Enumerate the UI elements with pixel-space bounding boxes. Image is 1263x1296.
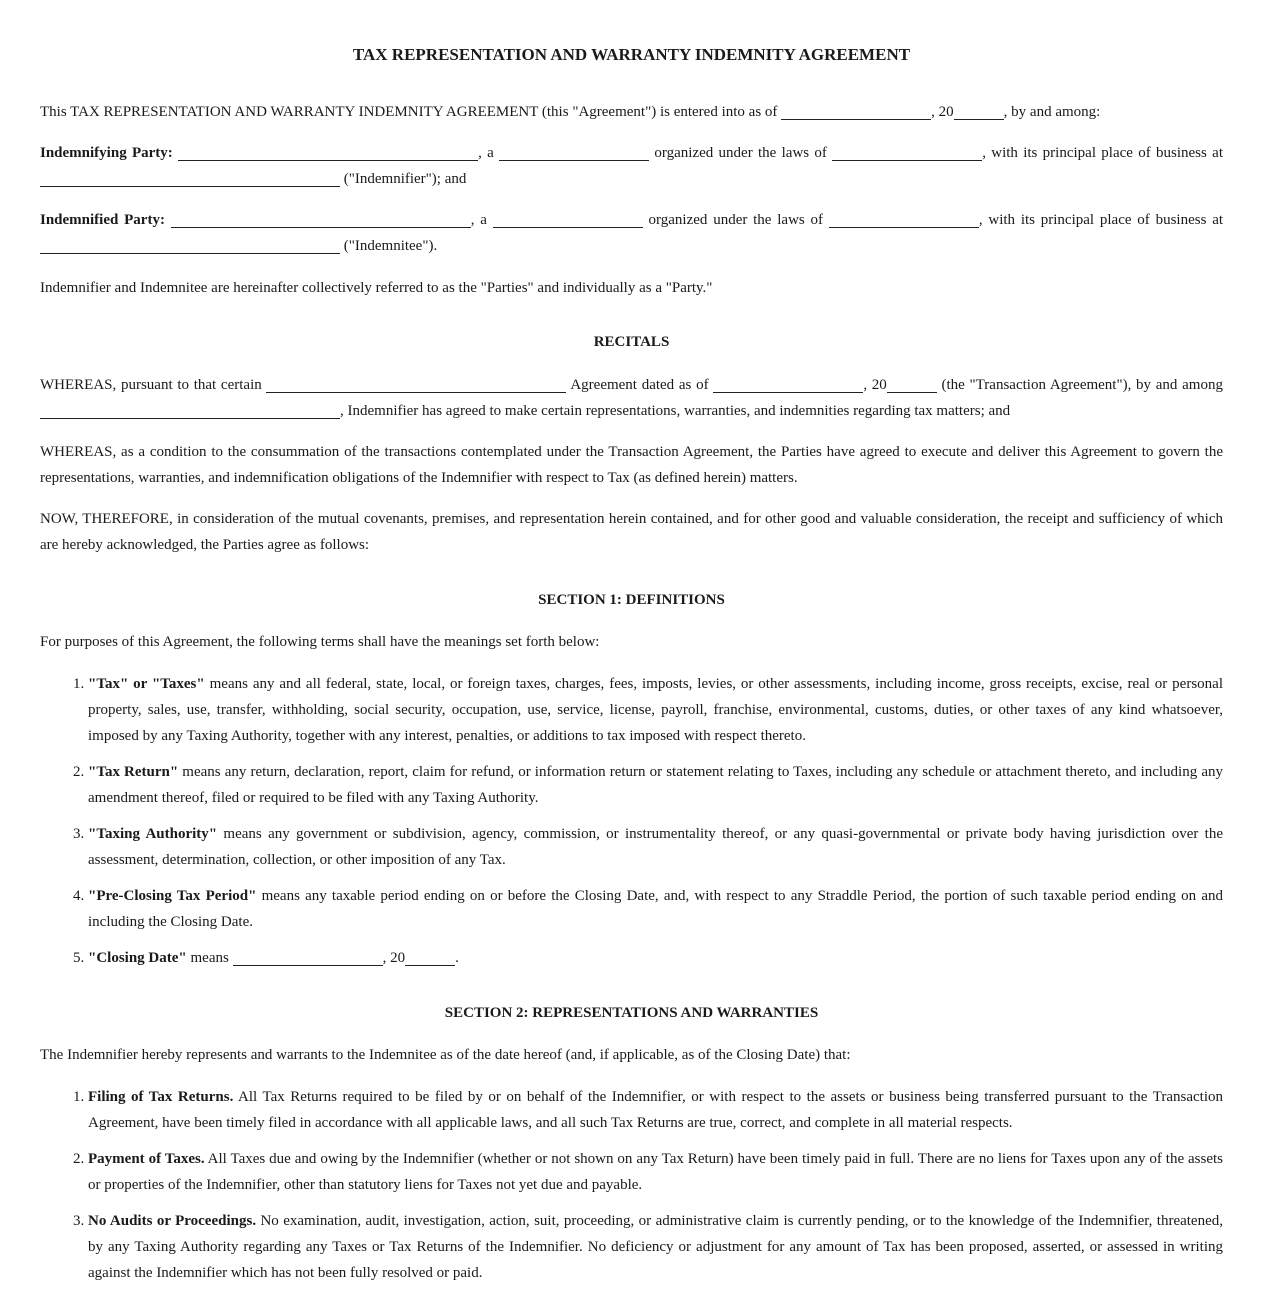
whereas1-text-a: WHEREAS, pursuant to that certain (40, 377, 262, 393)
representation-text: All Taxes due and owing by the Indemnifier (whether or not shown on any Tax Return) have been timely paid in full. There are no liens for Taxes upon any of the assets or properties of the Indemnifier, other than statutory liens for Taxes not yet due and payable. (88, 1151, 1224, 1193)
section2-intro: The Indemnifier hereby represents and warrants to the Indemnitee as of the date hereof (and, if applicable, as of the Closing Date) that: (40, 1047, 851, 1063)
transaction-parties-blank[interactable] (40, 402, 340, 419)
definition-text: means any government or subdivision, agency, commission, or instrumentality thereof, or any quasi-governmental or private body having jurisdiction over the assessment, determination, collection, or other imposition of any Tax. (88, 826, 1223, 868)
now-therefore-paragraph: NOW, THEREFORE, in consideration of the mutual covenants, premises, and representation herein contained, and for other good and valuable consideration, the receipt and sufficiency of which are hereby acknowledged, the Parties agree as follows: (40, 511, 1223, 553)
indemnifying-a-text: , a (478, 145, 494, 161)
whereas-paragraph-1 (40, 372, 1223, 424)
indemnifying-jurisdiction-blank[interactable] (832, 144, 982, 161)
definition-text: means (186, 950, 229, 966)
indemnified-party-label: Indemnified Party: (40, 212, 165, 228)
representation-text: No examination, audit, investigation, action, suit, proceeding, or administrative claim is currently pending, or to the knowledge of the Indemnifier, threatened, by any Taxing Authority regarding any Taxes or Tax Returns of the Indemnifier. No deficiency or adjustment for any amount of Tax has been proposed, asserted, or assessed in writing against the Indemnifier which has not been fully resolved or paid. (88, 1213, 1223, 1281)
indemnifying-entity-type-blank[interactable] (499, 144, 649, 161)
definition-pre-closing-tax-period (88, 883, 1223, 935)
definition-term: "Tax" or "Taxes" (88, 676, 205, 692)
whereas1-year-prefix: , 20 (863, 377, 887, 393)
indemnified-entity-type-blank[interactable] (493, 211, 643, 228)
intro-paragraph (40, 99, 1223, 125)
indemnifying-party-label: Indemnifying Party: (40, 145, 173, 161)
closing-year-blank[interactable] (405, 949, 455, 966)
definition-taxing-authority (88, 821, 1223, 873)
representation-term: Filing of Tax Returns. (88, 1089, 234, 1105)
whereas1-text-c: (the "Transaction Agreement"), by and among (941, 377, 1223, 393)
indemnified-party-name-blank[interactable] (171, 211, 471, 228)
indemnified-jurisdiction-blank[interactable] (829, 211, 979, 228)
representations-list (40, 1084, 1223, 1286)
indemnified-a-text: , a (470, 212, 487, 228)
closing-date-blank[interactable] (233, 949, 383, 966)
definition-term: "Pre-Closing Tax Period" (88, 888, 257, 904)
representation-text: All Tax Returns required to be filed by or on behalf of the Indemnifier, or with respect to the assets or business being transferred pursuant to the Transaction Agreement, have been timely filed in accordance with all applicable laws, and all such Tax Returns are true, correct, and complete in all material respects. (88, 1089, 1223, 1131)
definition-tax-return (88, 759, 1223, 811)
transaction-agreement-date-blank[interactable] (713, 376, 863, 393)
representation-no-audits (88, 1208, 1223, 1286)
whereas-paragraph-2: WHEREAS, as a condition to the consummation of the transactions contemplated under the Transaction Agreement, the Parties have agreed to execute and deliver this Agreement to govern the representations, warranties, and indemnification obligations of the Indemnifier with respect to Tax (as defined herein) matters. (40, 444, 1223, 486)
definition-term: "Tax Return" (88, 764, 179, 780)
indemnifying-party-paragraph (40, 140, 1223, 192)
indemnifying-address-blank[interactable] (40, 170, 340, 187)
recitals-heading: RECITALS (593, 334, 670, 350)
indemnified-principal-text: , with its principal place of business (978, 212, 1207, 228)
section1-intro: For purposes of this Agreement, the following terms shall have the meanings set forth below: (40, 634, 600, 650)
intro-year-prefix: , 20 (931, 104, 954, 120)
agreement-year-blank[interactable] (954, 103, 1004, 120)
transaction-agreement-name-blank[interactable] (266, 376, 566, 393)
definition-text: means any taxable period ending on or before the Closing Date, and, with respect to any Straddle Period, the portion of such taxable period ending on and including the Closing Date. (88, 888, 1223, 930)
definition-closing-date (88, 945, 1223, 971)
representation-payment (88, 1146, 1223, 1198)
indemnified-organized-text: organized under the laws of (648, 212, 824, 228)
definition-term: "Closing Date" (88, 950, 187, 966)
indemnifying-at-text: at (1212, 145, 1223, 161)
intro-by-and-among: , by and among: (1003, 104, 1101, 120)
indemnified-party-paragraph (40, 207, 1223, 259)
indemnifier-role-text: ("Indemnifier"); and (343, 171, 467, 187)
document-title: TAX REPRESENTATION AND WARRANTY INDEMNITY AGREEMENT (352, 45, 911, 64)
indemnitee-role-text: ("Indemnitee"). (343, 238, 438, 254)
section2-heading: SECTION 2: REPRESENTATIONS AND WARRANTIES (444, 1005, 819, 1021)
collective-definition-paragraph: Indemnifier and Indemnitee are hereinafter collectively referred to as the "Parties" and individually as a "Party." (40, 280, 713, 296)
representation-filing (88, 1084, 1223, 1136)
definition-tax (88, 671, 1223, 749)
representation-term: No Audits or Proceedings. (88, 1213, 257, 1229)
definition-term: "Taxing Authority" (88, 826, 218, 842)
indemnifying-party-name-blank[interactable] (178, 144, 478, 161)
intro-text: This TAX REPRESENTATION AND WARRANTY INDEMNITY AGREEMENT (this "Agreement") is entered into as of (40, 104, 778, 120)
definition-text: means any return, declaration, report, claim for refund, or information return or statement relating to Taxes, including any schedule or attachment thereto, and including any amendment thereof, filed or required to be filed with any Taxing Authority. (88, 764, 1223, 806)
representation-term: Payment of Taxes. (88, 1151, 205, 1167)
closing-year-prefix: , 20 (382, 950, 406, 966)
indemnifying-organized-text: organized under the laws of (654, 145, 827, 161)
indemnified-at-text: at (1212, 212, 1224, 228)
definition-text: means any and all federal, state, local, or foreign taxes, charges, fees, imposts, levies, or other assessments, including income, gross receipts, excise, real or personal property, sales, use, transfer, withholding, social security, occupation, use, service, license, payroll, franchise, environmental, customs, duties, or other taxes of any kind whatsoever, imposed by any Taxing Authority, together with any interest, penalties, or additions to tax imposed with respect thereto. (88, 676, 1224, 744)
closing-period: . (455, 950, 459, 966)
indemnified-address-blank[interactable] (40, 237, 340, 254)
whereas1-text-d: , Indemnifier has agreed to make certain representations, warranties, and indemnities regarding tax matters; and (340, 403, 1011, 419)
section1-heading: SECTION 1: DEFINITIONS (538, 592, 725, 608)
agreement-date-blank[interactable] (781, 103, 931, 120)
indemnifying-principal-text: , with its principal place of business (982, 145, 1207, 161)
transaction-agreement-year-blank[interactable] (887, 376, 937, 393)
definitions-list (40, 671, 1223, 971)
whereas1-text-b: Agreement dated as of (570, 377, 709, 393)
